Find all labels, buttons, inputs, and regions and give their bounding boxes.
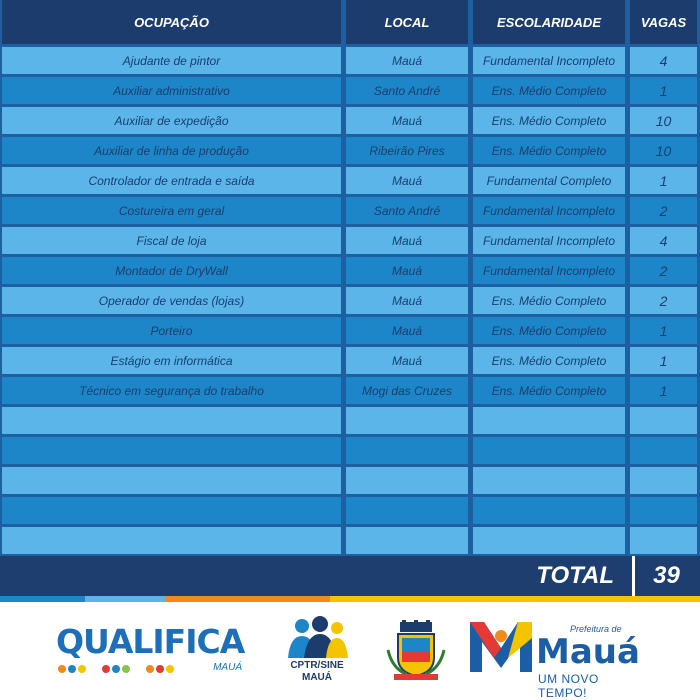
cell-local: Ribeirão Pires: [346, 137, 468, 164]
cell-escolaridade: Fundamental Incompleto: [473, 47, 625, 74]
qualifica-word: QUALIFICA: [56, 622, 245, 661]
cell-escolaridade: Fundamental Incompleto: [473, 197, 625, 224]
table-row: [0, 257, 700, 284]
cell-escolaridade: Ens. Médio Completo: [473, 107, 625, 134]
cell-vagas: [630, 527, 697, 554]
table-row: [0, 197, 700, 224]
cell-local: [346, 407, 468, 434]
cell-escolaridade: Ens. Médio Completo: [473, 377, 625, 404]
cell-local: Santo André: [346, 197, 468, 224]
cell-vagas: 1: [630, 167, 697, 194]
cell-escolaridade: Ens. Médio Completo: [473, 137, 625, 164]
cell-ocupacao: [2, 467, 341, 494]
cell-vagas: 4: [630, 47, 697, 74]
cell-vagas: [630, 437, 697, 464]
cell-escolaridade: Fundamental Incompleto: [473, 227, 625, 254]
header-escolaridade: ESCOLARIDADE: [473, 0, 625, 44]
cell-ocupacao: Costureira em geral: [2, 197, 341, 224]
cell-vagas: 4: [630, 227, 697, 254]
table-row: [0, 377, 700, 404]
cell-escolaridade: Ens. Médio Completo: [473, 317, 625, 344]
footer-logos: [0, 602, 700, 700]
cell-vagas: [630, 497, 697, 524]
cell-local: [346, 497, 468, 524]
table-row: [0, 227, 700, 254]
cell-vagas: 1: [630, 77, 697, 104]
cell-local: Mauá: [346, 47, 468, 74]
table-header-row: [0, 0, 700, 44]
total-bar: [0, 556, 700, 596]
table-row: [0, 407, 700, 434]
table-row: [0, 137, 700, 164]
cell-vagas: 1: [630, 317, 697, 344]
cell-local: [346, 527, 468, 554]
city-coat-of-arms-icon: [386, 620, 446, 682]
cell-ocupacao: Estágio em informática: [2, 347, 341, 374]
cell-ocupacao: Controlador de entrada e saída: [2, 167, 341, 194]
cell-ocupacao: Operador de vendas (lojas): [2, 287, 341, 314]
table-row: [0, 467, 700, 494]
qualifica-maua-logo: [56, 622, 246, 682]
cell-vagas: 10: [630, 107, 697, 134]
cell-local: [346, 467, 468, 494]
header-local: LOCAL: [346, 0, 468, 44]
cell-ocupacao: [2, 437, 341, 464]
cell-local: Mogi das Cruzes: [346, 377, 468, 404]
cell-vagas: 1: [630, 377, 697, 404]
qualifica-sub: MAUÁ: [213, 662, 242, 673]
cell-vagas: 2: [630, 257, 697, 284]
table-row: [0, 437, 700, 464]
cell-escolaridade: [473, 467, 625, 494]
cell-local: [346, 437, 468, 464]
table-body: [0, 47, 700, 554]
cell-local: Mauá: [346, 167, 468, 194]
cptr-sine-logo: [280, 616, 354, 688]
cell-escolaridade: [473, 407, 625, 434]
qualifica-people-icon: [56, 664, 206, 674]
cell-escolaridade: Ens. Médio Completo: [473, 347, 625, 374]
cell-ocupacao: [2, 407, 341, 434]
cell-escolaridade: [473, 527, 625, 554]
total-value: 39: [632, 556, 698, 596]
cell-ocupacao: Técnico em segurança do trabalho: [2, 377, 341, 404]
cell-escolaridade: Fundamental Incompleto: [473, 257, 625, 284]
maua-name: Mauá: [536, 632, 640, 672]
table-row: [0, 107, 700, 134]
cell-vagas: 2: [630, 287, 697, 314]
table-row: [0, 167, 700, 194]
cell-ocupacao: Auxiliar administrativo: [2, 77, 341, 104]
cell-local: Santo André: [346, 77, 468, 104]
cell-escolaridade: Fundamental Completo: [473, 167, 625, 194]
cell-vagas: [630, 467, 697, 494]
table-row: [0, 317, 700, 344]
cptr-line2: MAUÁ: [302, 672, 332, 683]
header-vagas: VAGAS: [630, 0, 697, 44]
cell-ocupacao: Fiscal de loja: [2, 227, 341, 254]
cell-vagas: 10: [630, 137, 697, 164]
cptr-text: [280, 660, 354, 684]
cell-ocupacao: Auxiliar de linha de produção: [2, 137, 341, 164]
cptr-line1: CPTR/SINE: [290, 660, 344, 671]
cell-ocupacao: Auxiliar de expedição: [2, 107, 341, 134]
table-row: [0, 527, 700, 554]
table-row: [0, 497, 700, 524]
cell-escolaridade: Ens. Médio Completo: [473, 287, 625, 314]
cell-local: Mauá: [346, 227, 468, 254]
prefeitura-maua-logo: [468, 618, 648, 700]
cell-local: Mauá: [346, 257, 468, 284]
cell-escolaridade: [473, 437, 625, 464]
table-row: [0, 77, 700, 104]
cell-ocupacao: [2, 527, 341, 554]
cell-local: Mauá: [346, 317, 468, 344]
cell-local: Mauá: [346, 287, 468, 314]
header-ocupacao: OCUPAÇÃO: [2, 0, 341, 44]
cell-escolaridade: Ens. Médio Completo: [473, 77, 625, 104]
cell-ocupacao: Porteiro: [2, 317, 341, 344]
maua-m-logo-icon: [468, 618, 534, 674]
cell-local: Mauá: [346, 347, 468, 374]
cell-ocupacao: Montador de DryWall: [2, 257, 341, 284]
cell-vagas: [630, 407, 697, 434]
cell-escolaridade: [473, 497, 625, 524]
cell-vagas: 1: [630, 347, 697, 374]
table-row: [0, 47, 700, 74]
cell-ocupacao: [2, 497, 341, 524]
table-row: [0, 287, 700, 314]
total-label: TOTAL: [536, 562, 614, 589]
maua-slogan: UM NOVO TEMPO!: [538, 672, 599, 700]
cell-ocupacao: Ajudante de pintor: [2, 47, 341, 74]
cptr-people-icon: [280, 616, 354, 660]
cell-local: Mauá: [346, 107, 468, 134]
table-row: [0, 347, 700, 374]
cell-vagas: 2: [630, 197, 697, 224]
maua-prefix: Prefeitura de: [570, 624, 622, 634]
